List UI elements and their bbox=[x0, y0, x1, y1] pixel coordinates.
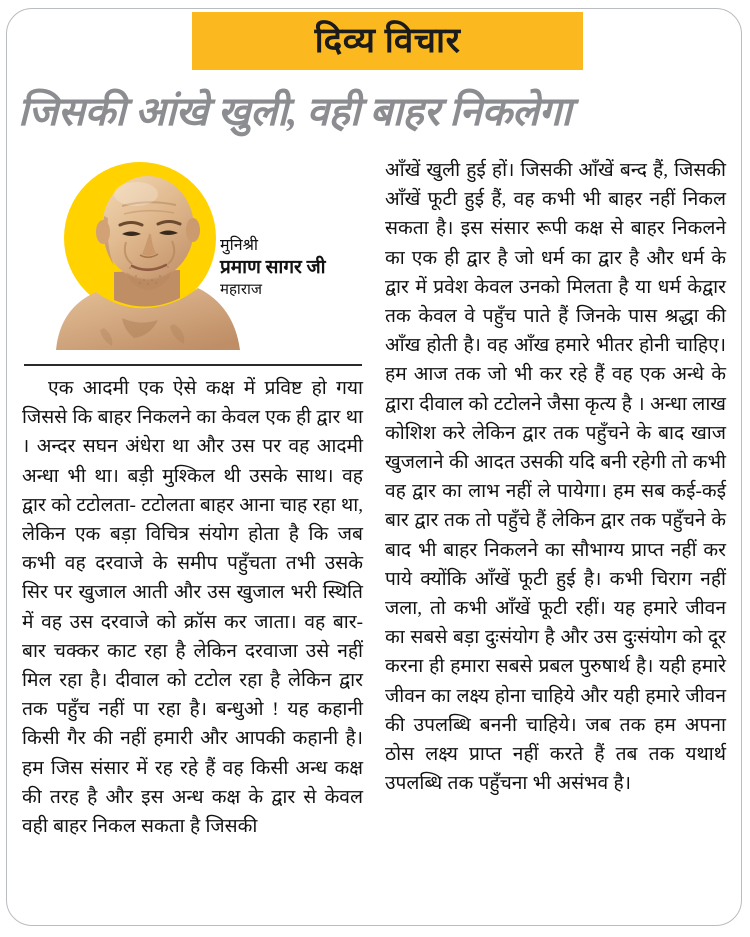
right-column bbox=[385, 150, 728, 910]
masthead-banner bbox=[192, 12, 583, 70]
caption-divider bbox=[24, 364, 362, 366]
caption bbox=[220, 236, 370, 299]
article-paragraph-left: एक आदमी एक ऐसे कक्ष में प्रविष्ट हो गया जिससे कि बाहर निकलने का केवल एक ही द्वार था । अन्दर सघन अंधेरा था और उस पर वह आदमी अन्धा भी था। बड़ी मुश्किल थी उसके साथ। वह द्वार को टटोलता- टटोलता बाहर आना चाह रहा था, लेकिन एक बड़ा विचित्र संयोग होता है कि जब कभी वह दरवाजे के समीप पहुँचता तभी उसके सिर पर खुजाल आती और उस खुजाल भरी स्थिति में वह उस दरवाजे को क्रॉस कर जाता। वह बार-बार चक्कर काट रहा है लेकिन दरवाजा उसे नहीं मिल रहा है। दीवाल को टटोल रहा है लेकिन द्वार तक पहुँच नहीं पा रहा है। बन्धुओ ! यह कहानी किसी गैर की नहीं हमारी और आपकी कहानी है। हम जिस संसार में रह रहे हैं वह किसी अन्ध कक्ष की तरह है और इस अन्ध कक्ष के द्वार से केवल वही बाहर निकल सकता है जिसकी bbox=[22, 378, 363, 838]
headline-text: जिसकी आंखे खुली, वही बाहर निकलेगा bbox=[18, 89, 572, 134]
masthead-title: दिव्य विचार bbox=[314, 20, 461, 60]
caption-pre-title: मुनिश्री bbox=[220, 237, 259, 254]
portrait-block bbox=[22, 150, 365, 350]
caption-name: प्रमाण सागर जी bbox=[220, 257, 326, 278]
headline bbox=[18, 84, 732, 140]
left-column bbox=[22, 150, 365, 910]
article-paragraph-right: आँखें खुली हुई हों। जिसकी आँखें बन्द हैं, जिसकी आँखें फूटी हुई हैं, वह कभी भी बाहर नहीं निकल सकता है। इस संसार रूपी कक्ष से बाहर निकलने का एक ही द्वार है जो धर्म का द्वार है और धर्म के द्वार में प्रवेश केवल उनको मिलता है या धर्म केद्वार तक केवल वे पहुँच पाते हैं जिनके पास श्रद्धा की आँख होती है। वह आँख हमारे भीतर होनी चाहिए। हम आज तक जो भी कर रहे हैं वह एक अन्धे के द्वारा दीवाल को टटोलने जैसा कृत्य है । अन्धा लाख कोशिश करे लेकिन द्वार तक पहुँचने के बाद खाज खुजलाने की आदत उसकी यदि बनी रहेगी तो कभी वह द्वार का लाभ नहीं ले पायेगा। हम सब कई-कई बार द्वार तक तो पहुँचे हैं लेकिन द्वार तक पहुँचने के बाद भी बाहर निकलने का सौभाग्य प्राप्त नहीं कर पाये क्योंकि आँखें फूटी हुई है। कभी चिराग नहीं जला, तो कभी आँखें फूटी रहीं। यह हमारे जीवन का सबसे बड़ा दुःसंयोग है और उस दुःसंयोग को दूर करना ही हमारा सबसे प्रबल पुरुषार्थ है। यही हमारे जीवन का लक्ष्य होना चाहिये और यही हमारे जीवन की उपलब्धि बननी चाहिये। जब तक हम अपना ठोस लक्ष्य प्राप्त नहीं करते हैं तब तक यथार्थ उपलब्धि तक पहुँचना भी असंभव है। bbox=[385, 160, 726, 795]
article-body bbox=[22, 150, 728, 910]
caption-post-title: महाराज bbox=[220, 281, 262, 298]
monk-portrait-image bbox=[52, 168, 242, 350]
